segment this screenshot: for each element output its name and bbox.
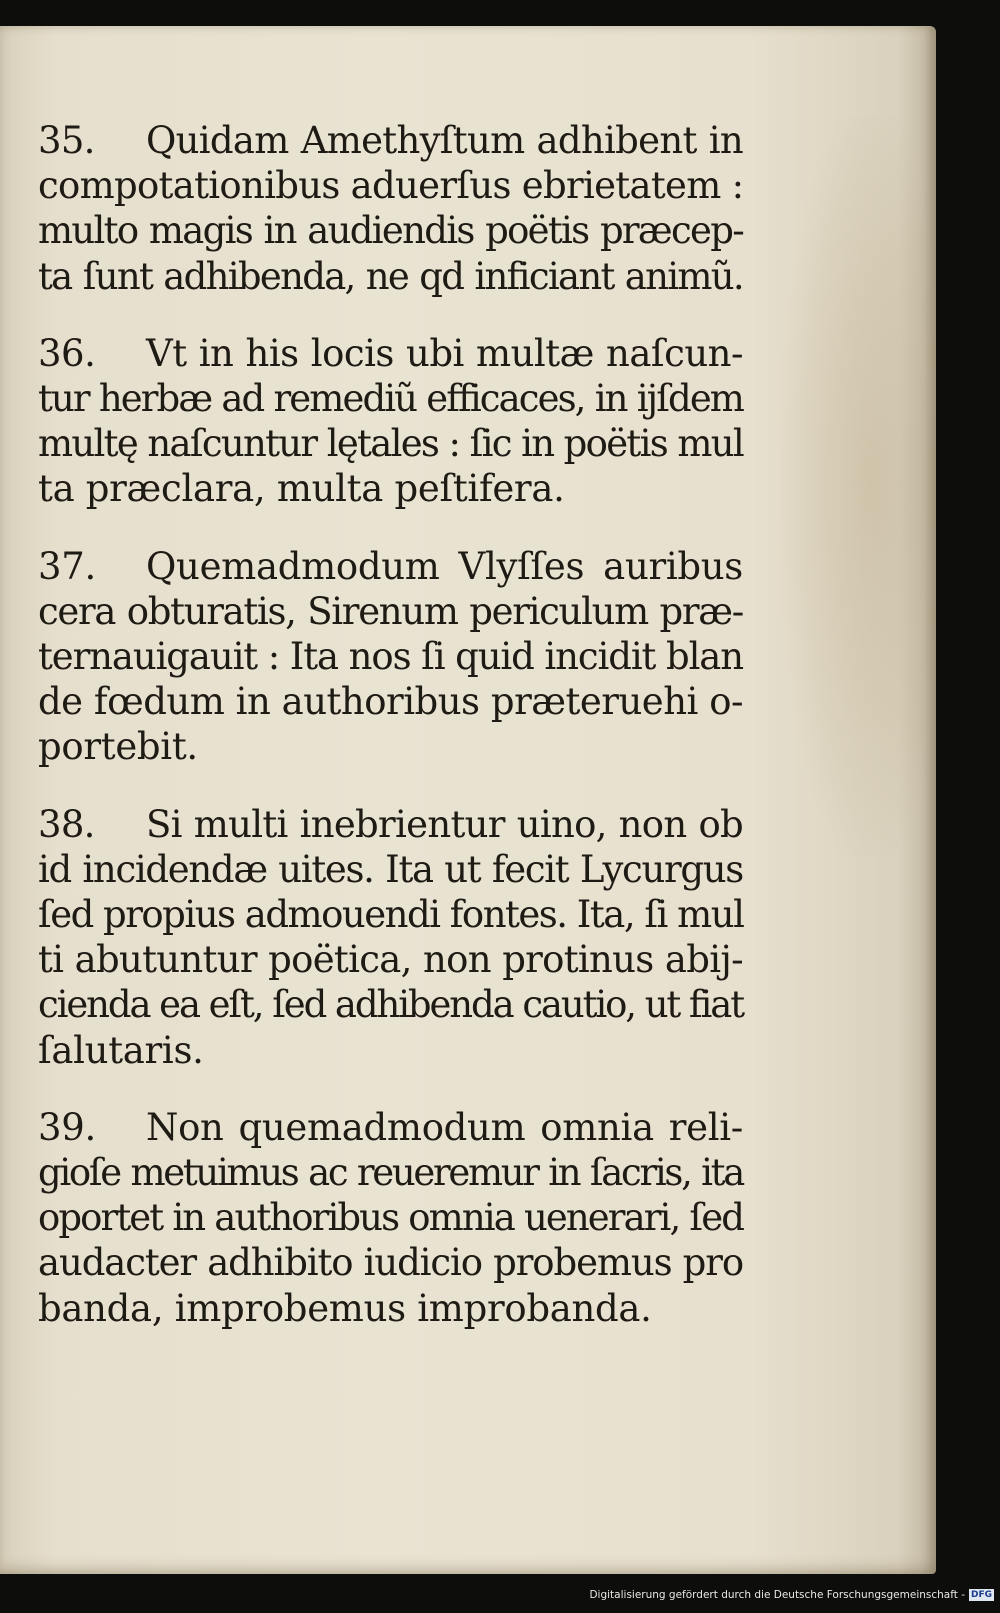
paragraph-37: [38, 544, 743, 770]
text-line: tur herbæ ad remediũ efficaces, in ijſdem: [38, 377, 743, 421]
text-line: 37. Quemadmodum Vlyſſes auribus: [38, 544, 743, 588]
dfg-logo: DFG: [970, 1590, 992, 1600]
digitization-credit: [589, 1580, 994, 1610]
book-page: [0, 26, 936, 1574]
text-line: ſed propius admouendi fontes. Ita, ſi mul: [38, 893, 744, 937]
paragraph-number: 36.: [38, 331, 96, 375]
text-line: audacter adhibito iudicio probemus pro: [38, 1241, 743, 1285]
text-line: portebit.: [38, 725, 198, 769]
text-line: 39. Non quemadmodum omnia reli-: [38, 1105, 743, 1149]
paragraph-number: 38.: [38, 802, 95, 846]
text-line: ſalutaris.: [38, 1028, 204, 1072]
text-line: banda, improbemus improbanda.: [38, 1286, 652, 1330]
text-line: ti abutuntur poëtica, non protinus abij-: [38, 938, 743, 982]
text-line: multę naſcuntur lętales : ſic in poëtis mul: [38, 422, 743, 466]
text-line: 35. Quidam Amethyſtum adhibent in: [38, 119, 743, 162]
text-line: ternauigauit : Ita nos ſi quid incidit blan: [38, 635, 743, 679]
paragraph-36: [38, 331, 743, 512]
paragraph-35: [38, 118, 743, 299]
text-line: oportet in authoribus omnia uenerari, ſed: [38, 1196, 743, 1240]
text-line: id incidendæ uites. Ita ut fecit Lycurgus: [38, 847, 743, 891]
text-line: ta præclara, multa peſtifera.: [38, 467, 565, 511]
paragraph-38: [38, 802, 743, 1073]
paragraph-number: 37.: [38, 544, 96, 588]
text-line: gioſe metuimus ac reueremur in ſacris, ita: [38, 1151, 743, 1195]
paragraph-39: [38, 1105, 743, 1331]
page-text: [38, 118, 743, 1363]
text-line: cienda ea eſt, ſed adhibenda cautio, ut fiat: [38, 983, 743, 1027]
text-line: cera obturatis, Sirenum periculum præ-: [38, 589, 743, 633]
text-line: de fœdum in authoribus præteruehi o-: [38, 680, 743, 724]
text-line: multo magis in audiendis poëtis præcep-: [38, 209, 743, 253]
footer-text: Digitalisierung gefördert durch die Deutsche Forschungsgemeinschaft -: [589, 1589, 965, 1601]
text-line: ta ſunt adhibenda, ne qd inficiant animũ.: [38, 254, 743, 298]
text-line: 36. Vt in his locis ubi multæ naſcun-: [38, 331, 743, 375]
paragraph-number: 39.: [38, 1105, 96, 1149]
text-line: compotationibus aduerſus ebrietatem :: [38, 164, 744, 208]
paragraph-number: 35.: [38, 119, 95, 162]
text-line: 38. Si multi inebrientur uino, non ob: [38, 802, 743, 846]
paper-stain: [780, 116, 930, 856]
